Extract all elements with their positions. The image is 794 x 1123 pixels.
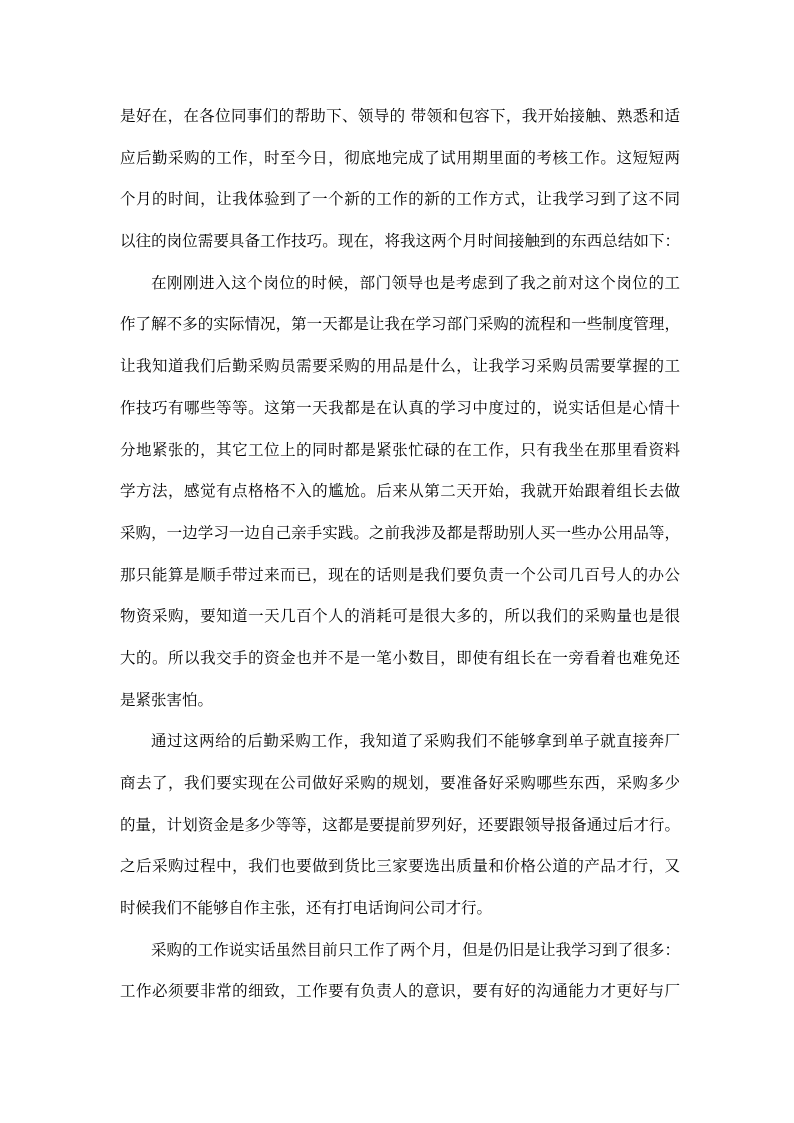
text-line: 个月的时间，让我体验到了一个新的工作的新的工作方式，让我学习到了这不同 [120,190,680,209]
text-line: 学方法，感觉有点格格不入的尴尬。后来从第二天开始，我就开始跟着组长去做 [120,482,680,501]
text-line: 是好在，在各位同事们的帮助下、领导的 带领和包容下，我开始接触、熟悉和适 [120,107,680,125]
text-line: 在刚刚进入这个岗位的时候，部门领导也是考虑到了我之前对这个岗位的工 [151,273,680,292]
text-line: 让我知道我们后勤采购员需要采购的用品是什么，让我学习采购员需要掌握的工 [120,357,680,376]
text-line: 以往的岗位需要具备工作技巧。现在，将我这两个月时间接触到的东西总结如下： [120,232,680,251]
text-line: 物资采购，要知道一天几百个人的消耗可是很大多的，所以我们的采购量也是很 [120,607,680,626]
text-line: 之后采购过程中，我们也要做到货比三家要选出质量和价格公道的产品才行，又 [120,857,680,876]
text-line: 那只能算是顺手带过来而已，现在的话则是我们要负责一个公司几百号人的办公 [120,565,680,584]
text-line: 分地紧张的，其它工位上的同时都是紧张忙碌的在工作，只有我坐在那里看资料 [120,440,680,459]
text-line: 工作必须要非常的细致，工作要有负责人的意识，要有好的沟通能力才更好与厂 [120,982,680,1001]
text-line: 的量，计划资金是多少等等，这都是要提前罗列好，还要跟领导报备通过后才行。 [120,815,680,834]
paragraph-4 [120,934,680,1017]
paragraph-3 [120,725,680,933]
paragraph-2 [120,267,680,726]
text-line: 采购，一边学习一边自己亲手实践。之前我涉及都是帮助别人买一些办公用品等， [120,523,680,542]
text-line: 采购的工作说实话虽然目前只工作了两个月，但是仍旧是让我学习到了很多： [151,940,680,959]
text-line: 时候我们不能够自作主张，还有打电话询问公司才行。 [120,899,493,918]
paragraph-1 [120,100,680,267]
text-line: 作了解不多的实际情况，第一天都是让我在学习部门采购的流程和一些制度管理， [120,315,680,334]
text-line: 商去了，我们要实现在公司做好采购的规划，要准备好采购哪些东西，采购多少 [120,774,680,792]
text-line: 是紧张害怕。 [120,690,214,709]
text-line: 应后勤采购的工作，时至今日，彻底地完成了试用期里面的考核工作。这短短两 [120,148,680,167]
document-body [120,100,680,1017]
text-line: 大的。所以我交手的资金也并不是一笔小数目，即使有组长在一旁看着也难免还 [120,648,680,667]
text-line: 作技巧有哪些等等。这第一天我都是在认真的学习中度过的，说实话但是心情十 [120,398,680,417]
text-line: 通过这两给的后勤采购工作，我知道了采购我们不能够拿到单子就直接奔厂 [151,732,680,751]
